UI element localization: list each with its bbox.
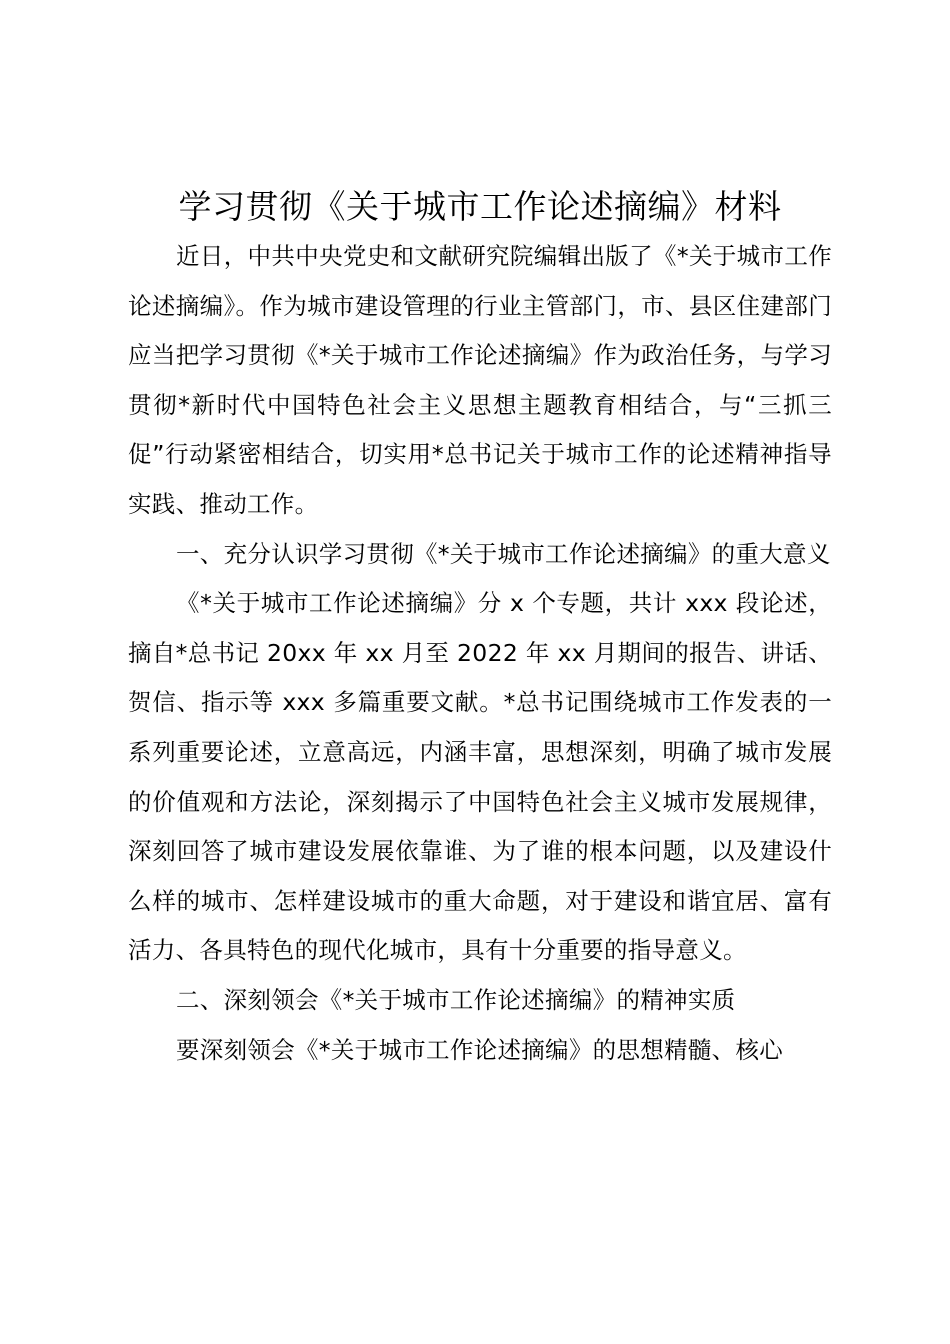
paragraph-intro: 近日，中共中央党史和文献研究院编辑出版了《*关于城市工作论述摘编》。作为城市建设管理的行业主管部门，市、县区住建部门应当把学习贯彻《*关于城市工作论述摘编》作为政治任务，与学习贯彻*新时代中国特色社会主义思想主题教育相结合，与“三抓三促”行动紧密相结合，切实用*总书记关于城市工作的论述精神指导实践、推动工作。 bbox=[128, 242, 832, 518]
paragraph-section-1: 《*关于城市工作论述摘编》分 x 个专题，共计 xxx 段论述，摘自*总书记 20xx 年 xx 月至 2022 年 xx 月期间的报告、讲话、贺信、指示等 xxx 多篇重要文献。*总书记围绕城市工作发表的一系列重要论述，立意高远，内涵丰富，思想深刻，明确了城市发展的价值观和方法论，深刻揭示了中国特色社会主义城市发展规律，深刻回答了城市建设发展依靠谁、为了谁的根本问题，以及建设什么样的城市、怎样建设城市的重大命题，对于建设和谐宜居、富有活力、各具特色的现代化城市，具有十分重要的指导意义。 bbox=[128, 589, 832, 965]
document-title: 学习贯彻《关于城市工作论述摘编》材料 bbox=[178, 187, 782, 226]
section-heading-2: 二、深刻领会《*关于城市工作论述摘编》的精神实质 bbox=[176, 985, 736, 1014]
document-page bbox=[128, 182, 832, 1075]
paragraph-section-2: 要深刻领会《*关于城市工作论述摘编》的思想精髓、核心 bbox=[176, 1035, 784, 1064]
section-heading-1: 一、充分认识学习贯彻《*关于城市工作论述摘编》的重大意义 bbox=[176, 539, 831, 568]
